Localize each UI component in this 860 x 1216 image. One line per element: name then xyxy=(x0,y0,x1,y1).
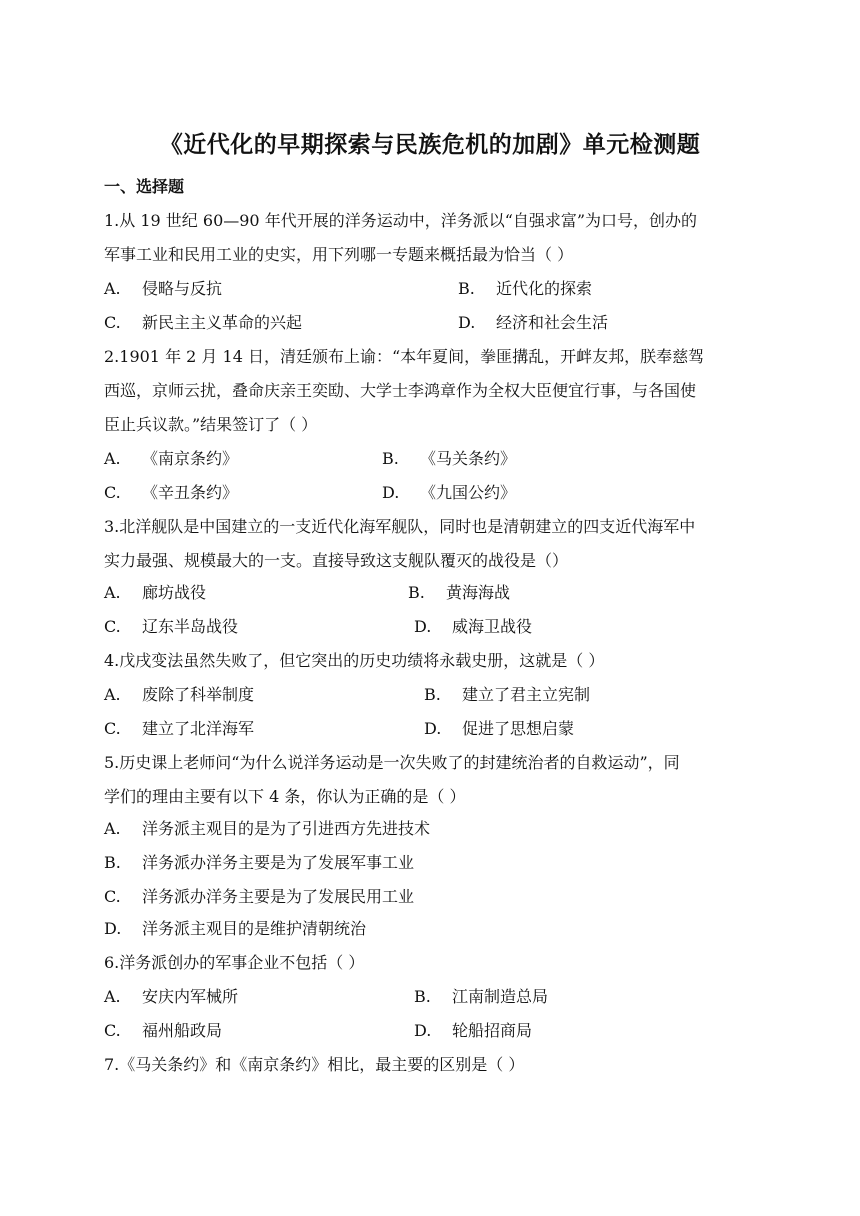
question-5-line-2: 学们的理由主要有以下 4 条，你认为正确的是（ ） xyxy=(104,787,466,806)
option-text: 洋务派办洋务主要是为了发展军事工业 xyxy=(142,853,415,872)
option-letter: D. xyxy=(458,313,476,332)
option-letter: B. xyxy=(408,583,425,602)
question-1-option-a[interactable] xyxy=(104,276,222,302)
option-text: 安庆内军械所 xyxy=(142,987,239,1006)
option-text: 近代化的探索 xyxy=(496,279,593,298)
option-text: 《马关条约》 xyxy=(420,449,517,468)
option-letter: C. xyxy=(104,483,121,502)
question-3-option-d[interactable] xyxy=(414,614,532,640)
option-letter: A. xyxy=(104,987,121,1006)
question-2-line-1: 2.1901 年 2 月 14 日，清廷颁布上谕：“本年夏间，拳匪搆乱，开衅友邦，朕奉慈驾 xyxy=(104,347,705,366)
question-2-option-b[interactable] xyxy=(382,446,516,472)
question-1-option-d[interactable] xyxy=(458,310,608,336)
option-letter: C. xyxy=(104,313,121,332)
option-letter: D. xyxy=(414,1021,432,1040)
question-6-option-b[interactable] xyxy=(414,984,548,1010)
question-4-option-c[interactable] xyxy=(104,716,254,742)
question-6-option-c[interactable] xyxy=(104,1018,222,1044)
question-5-option-b[interactable] xyxy=(104,850,414,876)
option-text: 轮船招商局 xyxy=(452,1021,533,1040)
option-text: 江南制造总局 xyxy=(452,987,549,1006)
option-letter: B. xyxy=(424,685,441,704)
question-1-line-2: 军事工业和民用工业的史实，用下列哪一专题来概括最为恰当（ ） xyxy=(104,245,574,264)
option-letter: D. xyxy=(104,919,122,938)
option-text: 建立了北洋海军 xyxy=(142,719,255,738)
question-2-line-3: 臣止兵议款。”结果签订了（ ） xyxy=(104,415,318,434)
option-letter: A. xyxy=(104,583,121,602)
option-text: 《辛丑条约》 xyxy=(142,483,239,502)
option-text: 废除了科举制度 xyxy=(142,685,255,704)
question-4-option-b[interactable] xyxy=(424,682,590,708)
question-5-option-c[interactable] xyxy=(104,884,414,910)
option-text: 辽东半岛战役 xyxy=(142,617,239,636)
question-5-line-1: 5.历史课上老师问“为什么说洋务运动是一次失败了的封建统治者的自救运动”，同 xyxy=(104,753,680,772)
question-6-option-a[interactable] xyxy=(104,984,238,1010)
question-3-line-1: 3.北洋舰队是中国建立的一支近代化海军舰队，同时也是清朝建立的四支近代海军中 xyxy=(104,517,696,536)
option-letter: C. xyxy=(104,887,121,906)
question-3-option-b[interactable] xyxy=(408,580,510,606)
option-letter: B. xyxy=(382,449,399,468)
option-text: 《南京条约》 xyxy=(142,449,239,468)
option-text: 新民主主义革命的兴起 xyxy=(142,313,303,332)
option-letter: B. xyxy=(414,987,431,1006)
question-1-option-b[interactable] xyxy=(458,276,592,302)
option-text: 洋务派办洋务主要是为了发展民用工业 xyxy=(142,887,415,906)
question-2-option-c[interactable] xyxy=(104,480,238,506)
option-text: 经济和社会生活 xyxy=(496,313,609,332)
option-letter: D. xyxy=(424,719,442,738)
page-title: 《近代化的早期探索与民族危机的加剧》单元检测题 xyxy=(159,131,701,158)
option-text: 促进了思想启蒙 xyxy=(462,719,575,738)
option-letter: A. xyxy=(104,685,121,704)
option-text: 《九国公约》 xyxy=(420,483,517,502)
question-6-line-1: 6.洋务派创办的军事企业不包括（ ） xyxy=(104,953,365,972)
option-letter: A. xyxy=(104,819,121,838)
question-5-option-d[interactable] xyxy=(104,916,366,942)
question-2-option-d[interactable] xyxy=(382,480,516,506)
option-text: 洋务派主观目的是为了引进西方先进技术 xyxy=(142,819,431,838)
option-letter: A. xyxy=(104,279,121,298)
question-4-line-1: 4.戊戌变法虽然失败了，但它突出的历史功绩将永载史册，这就是（ ） xyxy=(104,651,605,670)
option-letter: A. xyxy=(104,449,121,468)
option-text: 黄海海战 xyxy=(446,583,511,602)
question-7-line-1: 7.《马关条约》和《南京条约》相比，最主要的区别是（ ） xyxy=(104,1055,525,1074)
option-letter: D. xyxy=(414,617,432,636)
option-letter: B. xyxy=(104,853,121,872)
question-2-option-a[interactable] xyxy=(104,446,238,472)
option-text: 福州船政局 xyxy=(142,1021,223,1040)
question-1-option-c[interactable] xyxy=(104,310,302,336)
question-3-line-2: 实力最强、规模最大的一支。直接导致这支舰队覆灭的战役是（） xyxy=(104,551,569,570)
question-4-option-a[interactable] xyxy=(104,682,254,708)
option-text: 廊坊战役 xyxy=(142,583,207,602)
section-heading: 一、选择题 xyxy=(104,177,185,196)
option-text: 威海卫战役 xyxy=(452,617,533,636)
option-text: 侵略与反抗 xyxy=(142,279,223,298)
question-5-option-a[interactable] xyxy=(104,816,430,842)
question-1-line-1: 1.从 19 世纪 60—90 年代开展的洋务运动中，洋务派以“自强求富”为口号，创办的 xyxy=(104,211,698,230)
option-letter: C. xyxy=(104,617,121,636)
question-2-line-2: 西巡，京师云扰，叠命庆亲王奕劻、大学士李鸿章作为全权大臣便宜行事，与各国使 xyxy=(104,381,697,400)
option-letter: C. xyxy=(104,1021,121,1040)
option-text: 建立了君主立宪制 xyxy=(462,685,591,704)
question-6-option-d[interactable] xyxy=(414,1018,532,1044)
question-3-option-a[interactable] xyxy=(104,580,206,606)
question-3-option-c[interactable] xyxy=(104,614,238,640)
option-letter: B. xyxy=(458,279,475,298)
option-text: 洋务派主观目的是维护清朝统治 xyxy=(142,919,367,938)
option-letter: C. xyxy=(104,719,121,738)
question-4-option-d[interactable] xyxy=(424,716,574,742)
option-letter: D. xyxy=(382,483,400,502)
